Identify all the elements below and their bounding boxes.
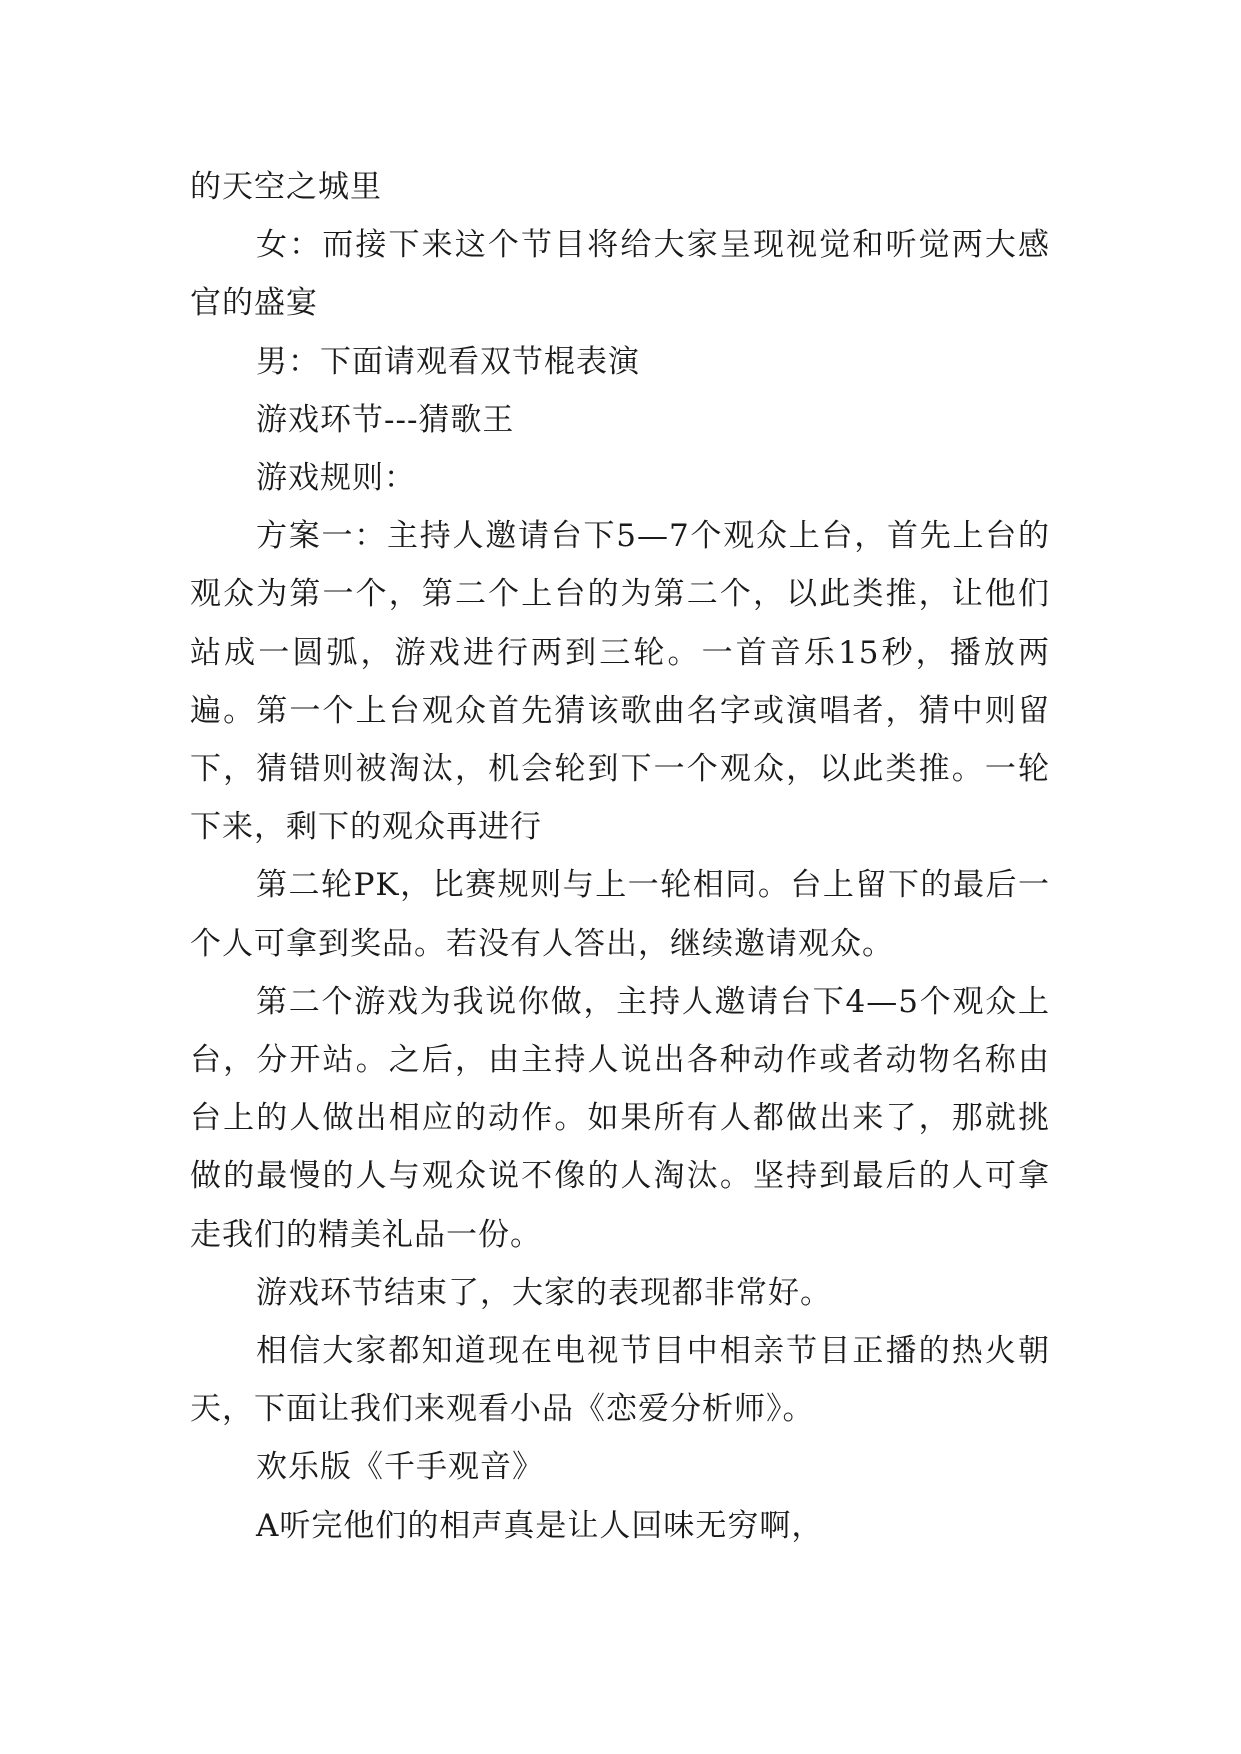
paragraph-5: 游戏规则： — [256, 460, 416, 497]
paragraph-10: 相信大家都知道现在电视节目中相亲节目正播的热火朝天，下面让我们来观看小品《恋爱分析师》。 — [190, 1333, 1050, 1428]
paragraph-1: 的天空之城里 — [190, 169, 382, 205]
paragraph-8: 第二个游戏为我说你做，主持人邀请台下4—5个观众上台，分开站。之后，由主持人说出各种动作或者动物名称由台上的人做出相应的动作。如果所有人都做出来了，那就挑做的最慢的人与观众说不像的人淘汰。坚持到最后的人可拿走我们的精美礼品一份。 — [190, 983, 1050, 1253]
paragraph-11: 欢乐版《千手观音》 — [256, 1449, 544, 1486]
paragraph-7: 第二轮PK，比赛规则与上一轮相同。台上留下的最后一个人可拿到奖品。若没有人答出，继续邀请观众。 — [190, 867, 1050, 962]
paragraph-4: 游戏环节---猜歌王 — [256, 401, 515, 438]
paragraph-9: 游戏环节结束了，大家的表现都非常好。 — [256, 1274, 832, 1311]
paragraph-12: A听完他们的相声真是让人回味无穷啊， — [256, 1507, 824, 1544]
paragraph-6: 方案一：主持人邀请台下5—7个观众上台，首先上台的观众为第一个，第二个上台的为第二个，以此类推，让他们站成一圆弧，游戏进行两到三轮。一首音乐15秒，播放两遍。第一个上台观众首先猜该歌曲名字或演唱者，猜中则留下，猜错则被淘汰，机会轮到下一个观众，以此类推。一轮下来，剩下的观众再进行 — [190, 518, 1050, 846]
paragraph-3: 男：下面请观看双节棍表演 — [256, 343, 640, 380]
paragraph-2: 女：而接下来这个节目将给大家呈现视觉和听觉两大感官的盛宴 — [190, 227, 1050, 322]
document-body — [190, 158, 1050, 1555]
